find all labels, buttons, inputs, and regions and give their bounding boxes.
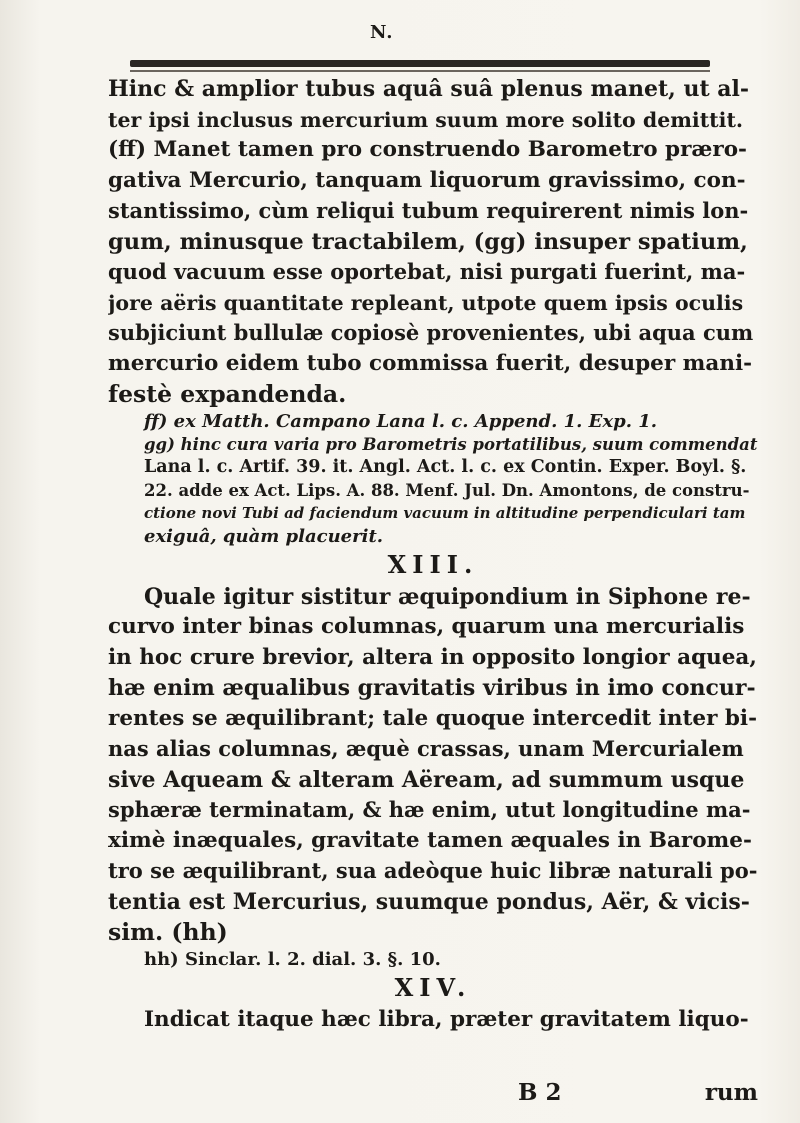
- text-line: (ff) Manet tamen pro construendo Barometro prærо-: [108, 137, 747, 162]
- footnotes-block: [108, 410, 758, 548]
- paragraph-3: [108, 1005, 758, 1036]
- paragraph-1: [108, 74, 758, 410]
- footnote: ctione novi Tubi ad faciendum vacuum in altitudine perpendiculari tam: [144, 503, 746, 522]
- footnote: 22. adde ex Act. Lips. A. 88. Menf. Jul. Dn. Amontons, de constru-: [144, 480, 750, 500]
- footnote-hh-block: [108, 948, 758, 971]
- text-line: hæ enim æqualibus gravitatis viribus in imo concur-: [108, 675, 756, 701]
- section-heading: XIII.: [387, 549, 479, 579]
- text-line: quod vacuum esse oportebat, nisi purgati fuerint, ma-: [108, 259, 746, 284]
- text-line: Indicat itaque hæc libra, præter gravitatem liquo-: [144, 1006, 749, 1032]
- text-line: tro se æquilibrant, sua adeòque huic libræ naturali po-: [108, 858, 758, 883]
- text-line: Hinc & amplior tubus aquâ suâ plenus manet, ut al-: [108, 76, 750, 102]
- text-line: sive Aqueam & alteram Aëream, ad summum usque: [108, 766, 745, 793]
- footnote: Lana l. c. Artif. 39. it. Angl. Act. l. c. ex Contin. Exper. Boyl. §.: [144, 456, 747, 477]
- text-line: jore aëris quantitate repleant, utpote quem ipsis oculis: [108, 290, 744, 315]
- text-line: ximè inæquales, gravitate tamen æquales in Barome-: [108, 827, 752, 853]
- footnote: exiguâ, quàm placuerit.: [144, 525, 384, 547]
- text-line: subjiciunt bullulæ copiosè provenientes, ubi aqua cum: [108, 320, 754, 345]
- text-line: gum, minusque tractabilem, (gg) insuper spatium,: [108, 228, 748, 255]
- text-line: ter ipsi inclusus mercurium suum more solito demittit.: [108, 107, 744, 132]
- footnote: ff) ex Matth. Campano Lana l. c. Append. 1. Exp. 1.: [144, 410, 658, 432]
- text-line: curvo inter binas columnas, quarum una mercurialis: [108, 614, 745, 639]
- text-line: sim. (hh): [108, 918, 228, 946]
- page-footer: [108, 1078, 758, 1108]
- text-line: nas alias columnas, æquè crassas, unam Mercurialem: [108, 736, 744, 761]
- text-line: Quale igitur sistitur æquipondium in Siphone re-: [144, 583, 751, 610]
- text-line: sphæræ terminatam, & hæ enim, utut longitudine ma-: [108, 797, 751, 822]
- signature-mark: B 2: [518, 1079, 562, 1106]
- text-line: stantissimo, cùm reliqui tubum requirerent nimis lon-: [108, 198, 749, 223]
- text-line: in hoc crure brevior, altera in opposito longior aquea,: [108, 644, 757, 670]
- catchword: rum: [704, 1079, 758, 1106]
- section-heading: XIV.: [394, 972, 472, 1002]
- text-line: festè expandenda.: [108, 380, 347, 408]
- text-line: mercurio eidem tubo commissa fuerit, desuper mani-: [108, 350, 753, 376]
- header-rule: [130, 60, 710, 67]
- text-line: rentes se æquilibrant; tale quoque intercedit inter bi-: [108, 705, 758, 731]
- page-body: [108, 74, 758, 1035]
- page-header-mark: N.: [370, 22, 394, 43]
- text-line: tentia est Mercurius, suumque pondus, Aër, & vicis-: [108, 888, 750, 915]
- footnote: gg) hinc cura varia pro Barometris portatilibus, suum commendat: [144, 434, 758, 454]
- paragraph-2: [108, 582, 758, 948]
- footnote: hh) Sinclar. l. 2. dial. 3. §. 10.: [144, 948, 441, 970]
- header-rule-thin: [130, 70, 710, 72]
- text-line: gativa Mercurio, tanquam liquorum gravissimo, con-: [108, 167, 746, 193]
